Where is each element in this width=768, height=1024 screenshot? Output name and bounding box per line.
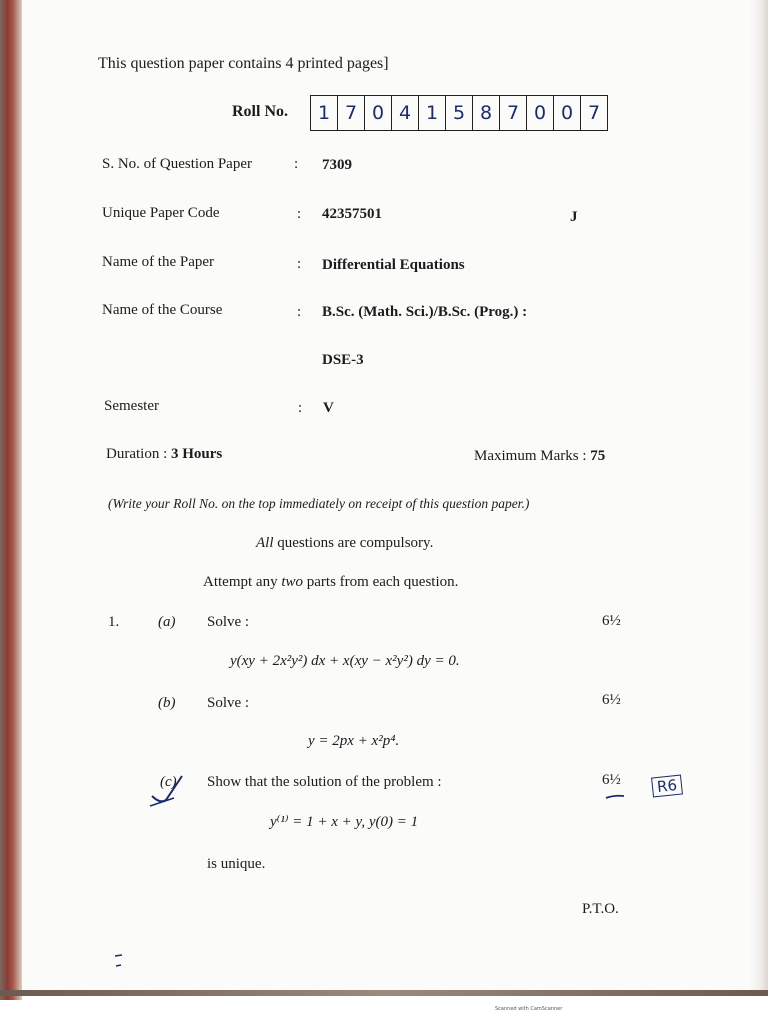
question-paper xyxy=(22,0,746,990)
question-number: 1. xyxy=(108,614,120,630)
roll-digit: 0 xyxy=(527,96,554,130)
part-b-equation: y = 2px + x²p⁴. xyxy=(308,733,400,749)
detail-value-paper-name: Differential Equations xyxy=(322,257,465,273)
detail-label-serial: S. No. of Question Paper xyxy=(102,156,252,172)
compulsory-rest: questions are compulsory. xyxy=(277,535,434,551)
attempt-post: parts from each question. xyxy=(306,574,459,590)
detail-value-paper-code: 42357501 xyxy=(322,206,382,222)
attempt-two: two xyxy=(281,574,304,590)
attempt-pre: Attempt any xyxy=(203,574,278,590)
all-word: All xyxy=(256,535,274,551)
detail-value-serial: 7309 xyxy=(322,157,352,173)
duration-label: Duration : xyxy=(106,446,168,462)
scan-bottom-edge xyxy=(0,990,768,996)
roll-label: Roll No. xyxy=(232,103,288,120)
part-c-tail: is unique. xyxy=(207,856,266,872)
pen-dash-icon xyxy=(112,952,126,972)
roll-digit: 5 xyxy=(446,96,473,130)
part-b-marks: 6½ xyxy=(602,692,621,708)
part-a-label: (a) xyxy=(158,614,176,630)
part-a-marks: 6½ xyxy=(602,613,621,629)
roll-digit: 4 xyxy=(392,96,419,130)
pto-label: P.T.O. xyxy=(582,901,619,917)
duration-value: 3 Hours xyxy=(171,446,223,462)
roll-instruction: (Write your Roll No. on the top immediately on receipt of this question paper.) xyxy=(108,496,530,511)
pages-note: This question paper contains 4 printed pages] xyxy=(98,55,389,72)
part-a-equation: y(xy + 2x²y²) dx + x(xy − x²y²) dy = 0. xyxy=(230,653,460,669)
max-marks xyxy=(474,448,605,465)
duration xyxy=(106,446,222,463)
scan-left-edge xyxy=(0,0,22,1000)
underline-stroke-icon xyxy=(604,792,626,802)
detail-label-paper-name: Name of the Paper xyxy=(102,254,215,270)
part-c-label: (c) xyxy=(160,774,177,790)
roll-digit: 8 xyxy=(473,96,500,130)
scanner-watermark: Scanned with CamScanner xyxy=(495,1006,563,1012)
part-b-prompt: Solve : xyxy=(207,695,250,711)
detail-label-course: Name of the Course xyxy=(102,302,223,318)
detail-colon: : xyxy=(298,400,303,416)
roll-digit: 7 xyxy=(338,96,365,130)
roll-digit: 0 xyxy=(554,96,581,130)
detail-colon: : xyxy=(294,156,299,172)
roll-number-box xyxy=(310,95,608,131)
detail-value-course: B.Sc. (Math. Sci.)/B.Sc. (Prog.) : xyxy=(322,304,528,320)
detail-colon: : xyxy=(297,206,302,222)
roll-digit: 1 xyxy=(419,96,446,130)
detail-label-semester: Semester xyxy=(104,398,159,414)
detail-colon: : xyxy=(297,304,302,320)
part-c-marks: 6½ xyxy=(602,772,621,788)
part-c-prompt: Show that the solution of the problem : xyxy=(207,774,442,790)
detail-value-course-code: DSE-3 xyxy=(322,352,364,368)
detail-label-paper-code: Unique Paper Code xyxy=(102,205,220,221)
scan-right-edge xyxy=(746,0,768,995)
compulsory-instruction xyxy=(256,535,433,552)
part-c-equation: y⁽¹⁾ = 1 + x + y, y(0) = 1 xyxy=(270,814,419,830)
roll-digit: 7 xyxy=(500,96,527,130)
part-b-label: (b) xyxy=(158,695,176,711)
part-a-prompt: Solve : xyxy=(207,614,250,630)
roll-digit: 1 xyxy=(311,96,338,130)
margin-note: R6 xyxy=(651,774,683,797)
attempt-instruction xyxy=(203,574,458,591)
roll-digit: 0 xyxy=(365,96,392,130)
roll-digit: 7 xyxy=(587,102,601,124)
detail-colon: : xyxy=(297,256,302,272)
detail-value-semester: V xyxy=(323,400,334,416)
detail-set-letter: J xyxy=(570,209,578,225)
max-marks-value: 75 xyxy=(590,448,606,464)
max-marks-label: Maximum Marks : xyxy=(474,448,587,464)
tick-mark-icon xyxy=(148,770,188,810)
